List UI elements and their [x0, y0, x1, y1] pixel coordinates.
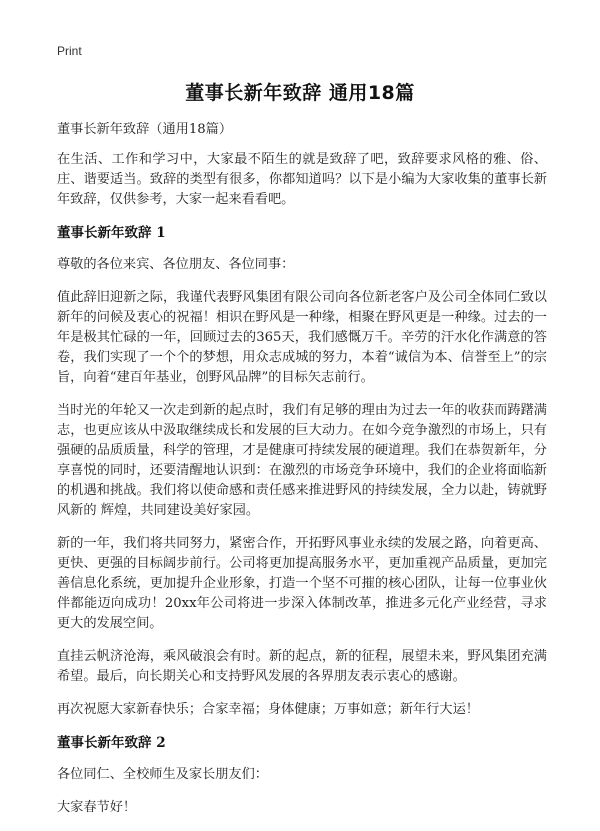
section-heading-1: 董事长新年致辞 1 — [57, 225, 166, 241]
document-body — [57, 120, 547, 831]
intro-paragraph: 在生活、工作和学习中，大家最不陌生的就是致辞了吧，致辞要求风格的雅、俗、庄、谐要适当。致辞的类型有很多，你都知道吗？以下是小编为大家收集的董事长新年致辞，仅供参考，大家一起来看看吧。 — [57, 152, 547, 207]
section-heading-2: 董事长新年致辞 2 — [57, 735, 166, 751]
section1-paragraph-2: 当时光的年轮又一次走到新的起点时，我们有足够的理由为过去一年的收获而踌躇满志，也更应该从中汲取继续成长和发展的巨大动力。在如今竞争激烈的市场上，只有强硬的品质质量，科学的管理，才是健康可持续发展的硬道理。我们在恭贺新年，分享喜悦的同时，还要清醒地认识到：在激烈的市场竞争环境中，我们的企业将面临新的机遇和挑战。我们将以使命感和责任感来推进野风的持续发展，全力以赴，铸就野风新的 辉煌，共同建设美好家园。 — [57, 403, 547, 518]
section2-paragraph-1: 大家春节好！ — [57, 800, 137, 815]
page-title: 董事长新年致辞 通用18篇 — [185, 82, 415, 104]
section2-greeting: 各位同仁、全校师生及家长朋友们： — [57, 767, 268, 782]
section1-paragraph-5: 再次祝愿大家新春快乐；合家幸福；身体健康；万事如意；新年行大运！ — [57, 702, 479, 717]
section1-paragraph-4: 直挂云帆济沧海，乘风破浪会有时。新的起点，新的征程，展望未来，野风集团充满希望。最后，向长期关心和支持野风发展的各界朋友表示衷心的感谢。 — [57, 649, 547, 684]
document-subtitle: 董事长新年致辞（通用18篇） — [57, 122, 233, 137]
section1-paragraph-3: 新的一年，我们将共同努力，紧密合作，开拓野风事业永续的发展之路，向着更高、更快、更强的目标阔步前行。公司将更加提高服务水平，更加重视产品质量，更加完善信息化系统，更加提升企业形象，打造一个坚不可摧的核心团队，让每一位事业伙伴都能迈向成功！20xx年公司将进一步深入体制改革，推进多元化产业经营，寻求更大的发展空间。 — [57, 536, 547, 631]
section1-greeting: 尊敬的各位来宾、各位朋友、各位同事： — [57, 257, 295, 272]
section1-paragraph-1: 值此辞旧迎新之际，我谨代表野风集团有限公司向各位新老客户及公司全体同仁致以新年的问候及衷心的祝福！相识在野风是一种缘，相聚在野风更是一种缘。过去的一年是极其忙碌的一年，回顾过去的365天，我们感慨万千。辛劳的汗水化作满意的答卷，我们实现了一个个的梦想，用众志成城的努力，本着“诚信为本、信誉至上”的宗旨，向着“建百年基业，创野风品牌”的目标矢志前行。 — [57, 290, 547, 385]
print-link[interactable]: Print — [57, 44, 82, 58]
